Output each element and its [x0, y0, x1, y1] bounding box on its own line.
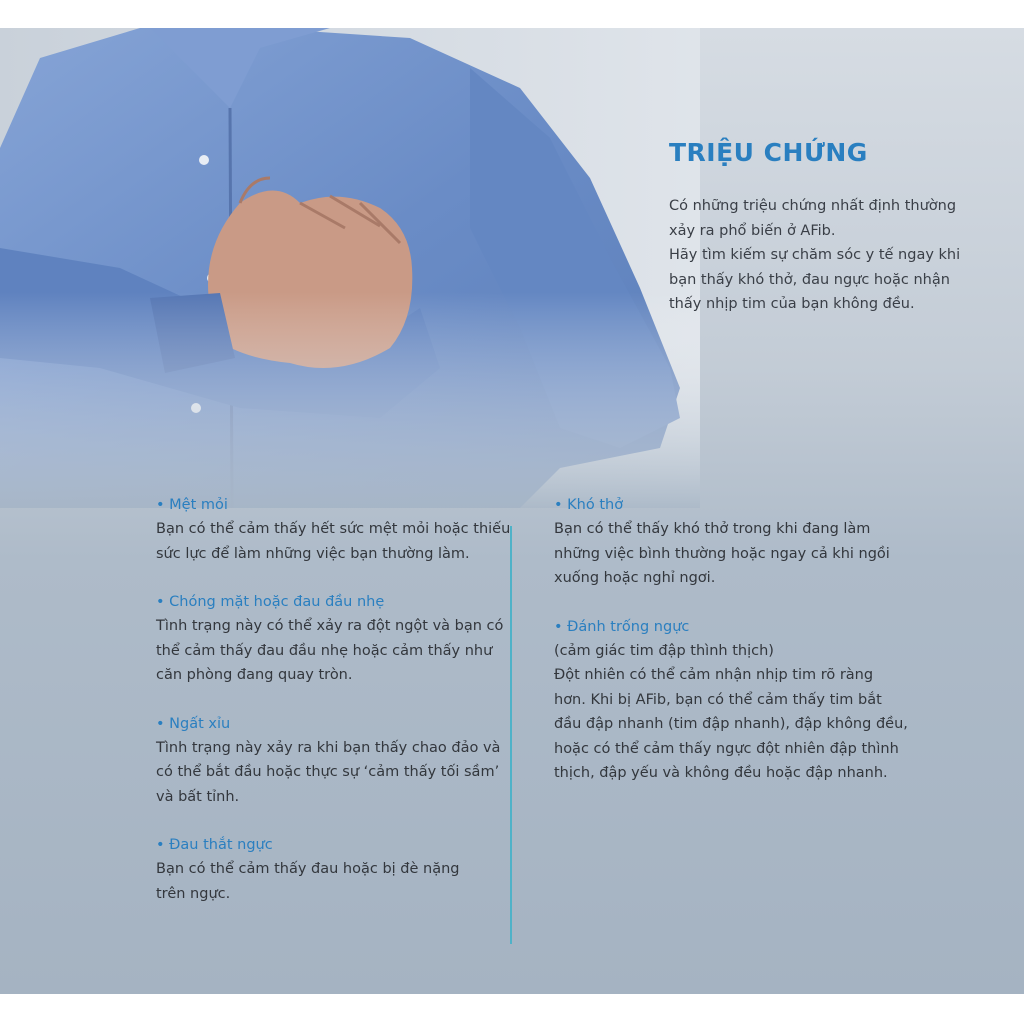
symptom-fainting	[156, 712, 516, 810]
description-line: có thể bắt đầu hoặc thực sự ‘cảm thấy tối sầm’	[156, 764, 500, 780]
description-line: Bạn có thể cảm thấy đau hoặc bị đè nặng	[156, 861, 460, 877]
description-line: Bạn có thể cảm thấy hết sức mệt mỏi hoặc thiếu	[156, 521, 511, 537]
column-divider	[510, 526, 512, 944]
symptom-description	[156, 614, 516, 688]
description-line: Bạn có thể thấy khó thở trong khi đang làm	[554, 521, 871, 537]
symptom-shortness-of-breath	[554, 493, 974, 591]
description-line: sức lực để làm những việc bạn thường làm.	[156, 545, 470, 562]
symptom-dizziness	[156, 590, 516, 688]
description-line: những việc bình thường hoặc ngay cả khi ngồi	[554, 545, 890, 562]
description-line: Tình trạng này xảy ra khi bạn thấy chao đảo và	[156, 739, 501, 756]
description-line: và bất tỉnh.	[156, 788, 240, 805]
description-line: thịch, đập yếu và không đều hoặc đập nhanh.	[554, 765, 888, 781]
description-line: trên ngực.	[156, 885, 231, 902]
description-line: xuống hoặc nghỉ ngơi.	[554, 570, 716, 586]
symptom-title: • Khó thở	[554, 497, 624, 513]
symptom-title: • Ngất xỉu	[156, 715, 231, 732]
description-line: hoặc có thể cảm thấy ngực đột nhiên đập thình	[554, 740, 899, 757]
man-clutching-chest-photo	[0, 28, 700, 508]
intro-line: thấy nhịp tim của bạn không đều.	[669, 296, 915, 312]
symptom-palpitations	[554, 615, 974, 786]
symptom-description	[156, 517, 516, 566]
symptoms-panel	[0, 28, 1024, 994]
intro-line: bạn thấy khó thở, đau ngực hoặc nhận	[669, 271, 950, 288]
symptom-description	[554, 517, 974, 591]
description-line: Đột nhiên có thể cảm nhận nhịp tim rõ ràng	[554, 667, 874, 683]
description-line: đầu đập nhanh (tim đập nhanh), đập không đều,	[554, 716, 908, 732]
symptom-title: • Mệt mỏi	[156, 497, 228, 513]
symptom-fatigue	[156, 493, 516, 566]
symptom-description	[156, 857, 516, 906]
intro-line: xảy ra phổ biến ở AFib.	[669, 222, 836, 239]
intro-line: Hãy tìm kiếm sự chăm sóc y tế ngay khi	[669, 247, 961, 263]
description-line: Tình trạng này có thể xảy ra đột ngột và bạn có	[156, 618, 504, 634]
symptom-chest-pain	[156, 833, 516, 906]
symptoms-left-column	[156, 493, 516, 930]
symptom-title: • Đánh trống ngực	[554, 618, 690, 635]
intro-paragraph	[669, 194, 999, 317]
section-title: TRIỆU CHỨNG	[669, 138, 868, 167]
description-line: thể cảm thấy đau đầu nhẹ hoặc cảm thấy như	[156, 642, 493, 659]
description-line: (cảm giác tim đập thình thịch)	[554, 642, 774, 659]
description-line: căn phòng đang quay tròn.	[156, 667, 353, 683]
description-line: hơn. Khi bị AFib, bạn có thể cảm thấy tim bắt	[554, 691, 882, 708]
symptoms-right-column	[554, 493, 974, 810]
symptom-title: • Đau thắt ngực	[156, 837, 273, 853]
intro-line: Có những triệu chứng nhất định thường	[669, 198, 957, 214]
symptom-description	[554, 639, 974, 786]
symptom-description	[156, 736, 516, 810]
symptom-title: • Chóng mặt hoặc đau đầu nhẹ	[156, 594, 385, 610]
